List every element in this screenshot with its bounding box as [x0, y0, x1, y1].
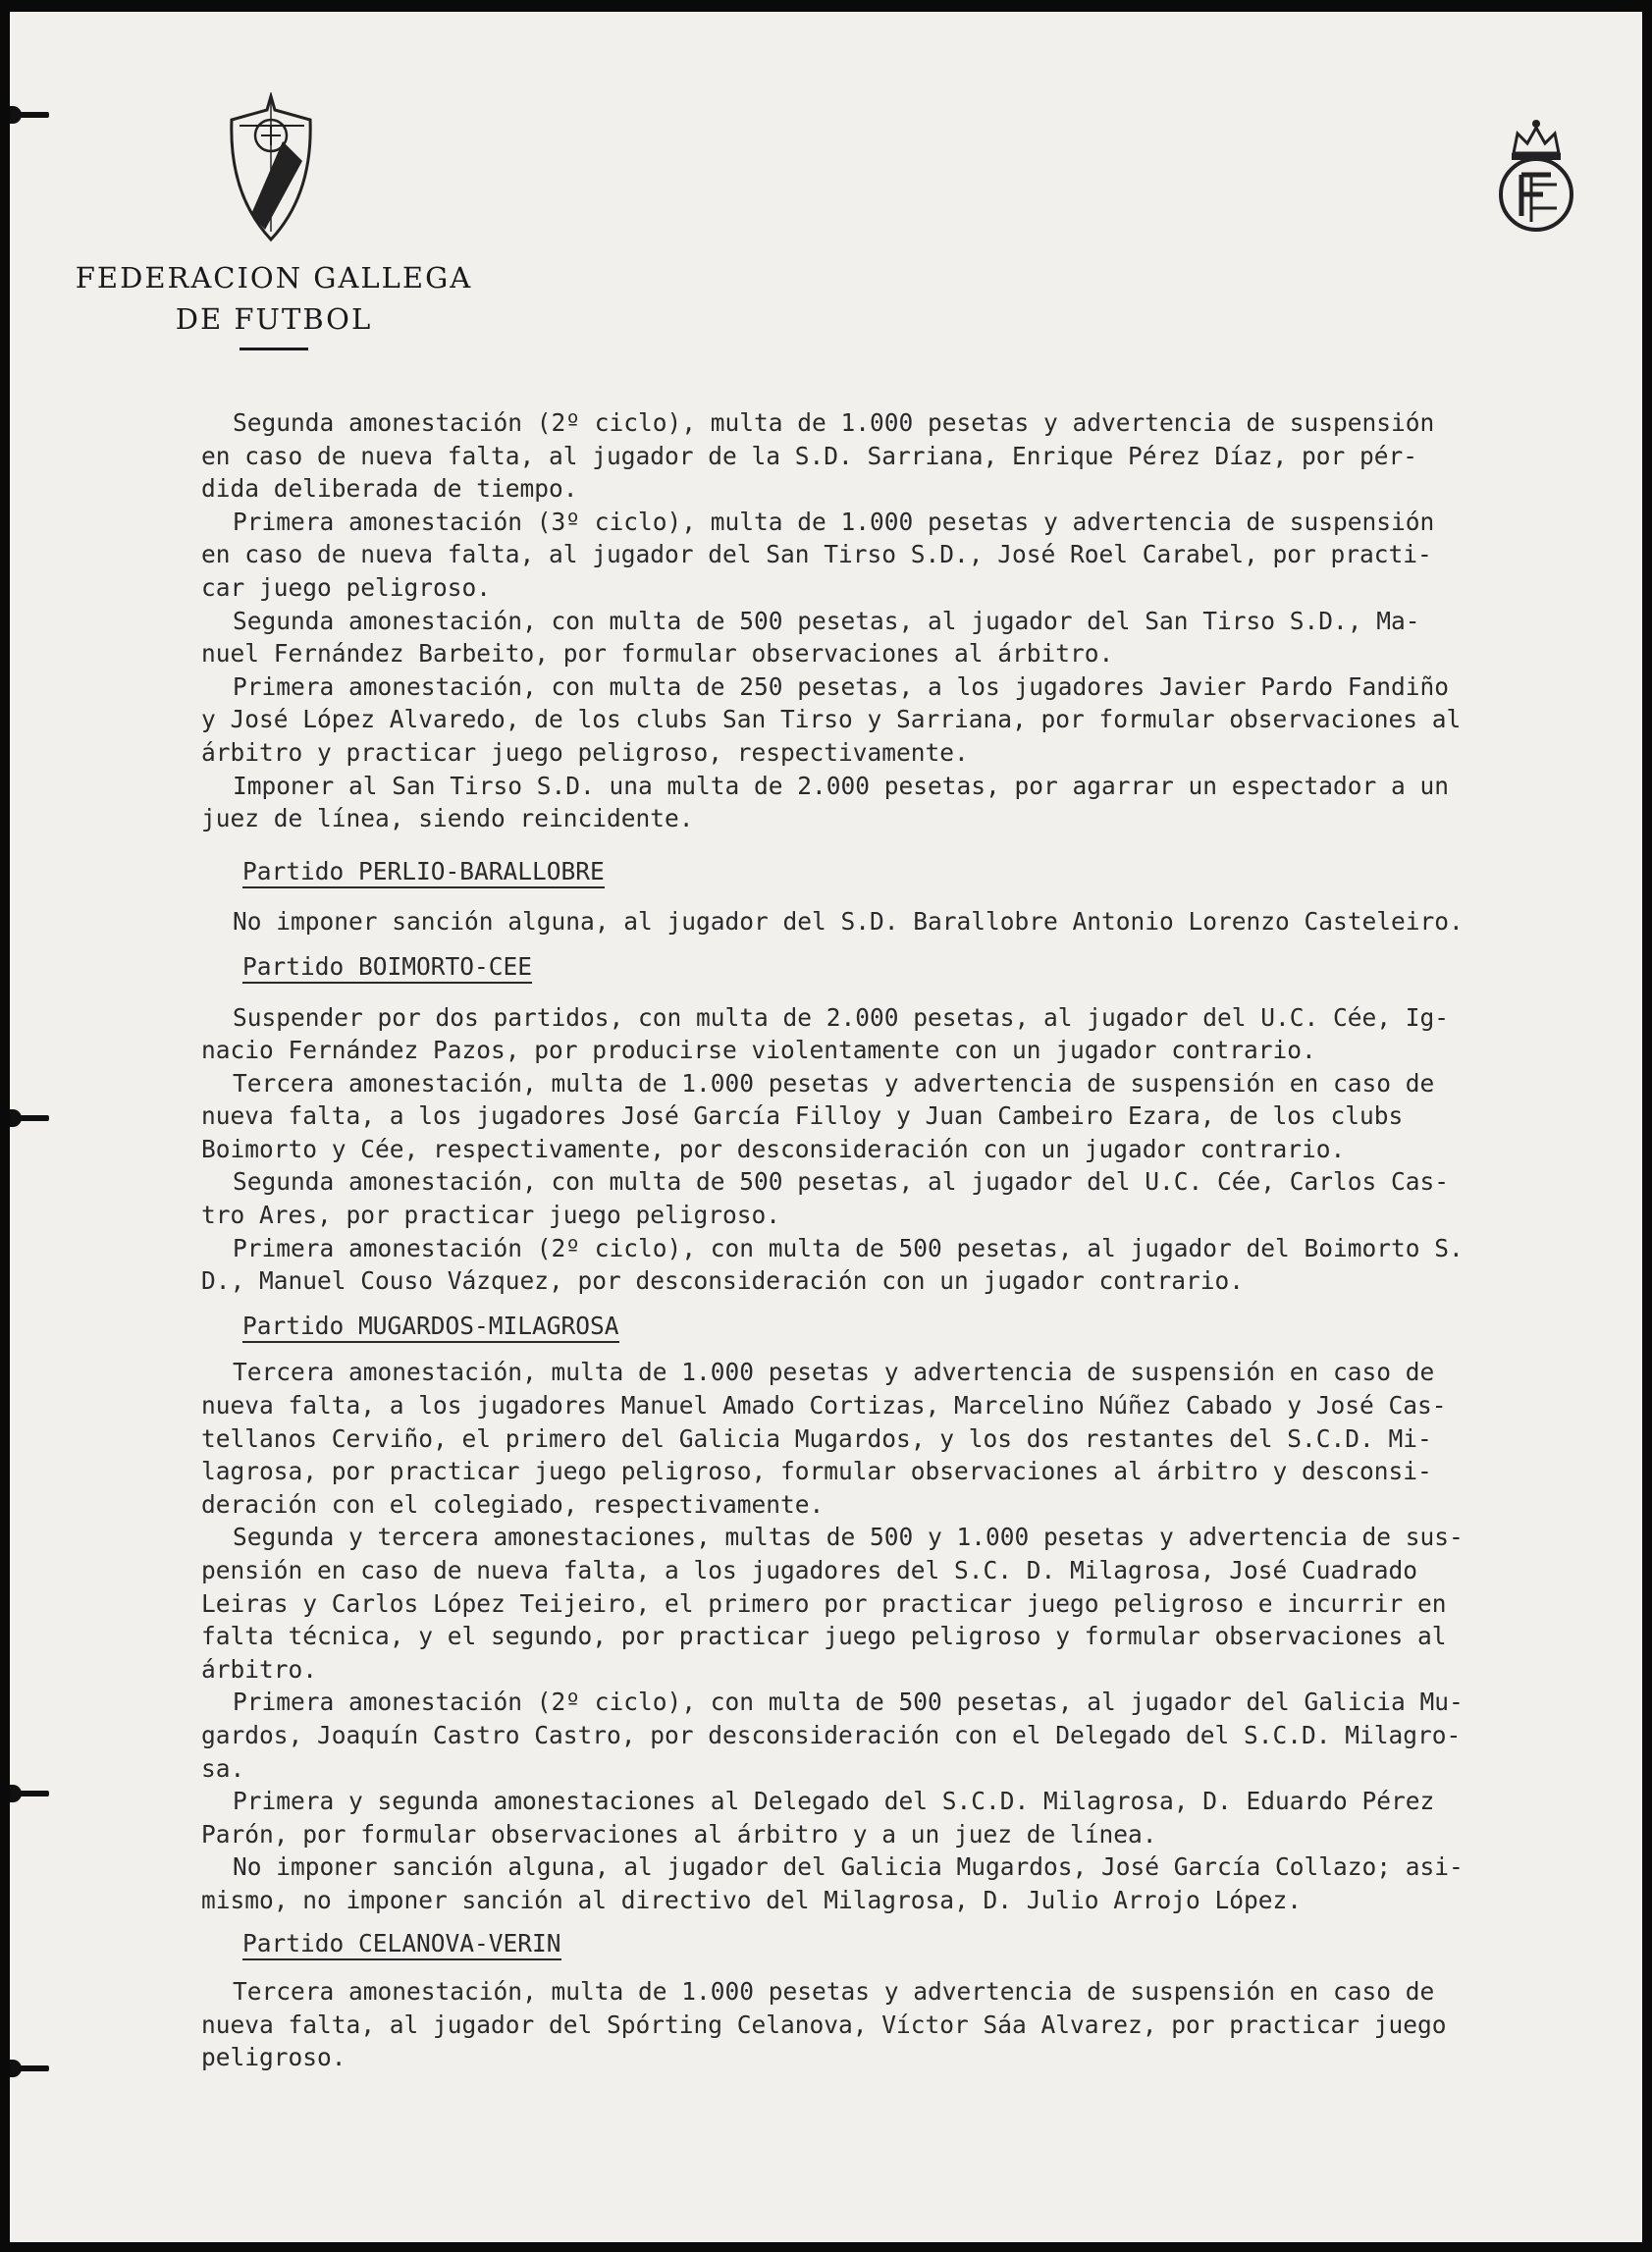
section-general	[201, 406, 1639, 835]
body-line: deración con el colegiado, respectivamente.	[201, 1489, 825, 1519]
section-heading	[201, 1310, 1639, 1343]
body-line: árbitro.	[201, 1654, 318, 1684]
binder-hole-mark	[10, 1109, 47, 1125]
body-line: Primera amonestación (3º ciclo), multa de 1.000 pesetas y advertencia de suspensión	[233, 507, 1435, 536]
body-line: sa.	[201, 1753, 245, 1783]
body-line: car juego peligroso.	[201, 572, 492, 602]
body-line: Primera amonestación (2º ciclo), con multa de 500 pesetas, al jugador del Boimorto S.	[233, 1233, 1464, 1262]
body-line: Primera amonestación, con multa de 250 pesetas, a los jugadores Javier Pardo Fandiño	[233, 671, 1450, 701]
body-line: Leiras y Carlos López Teijeiro, el primero por practicar juego peligroso e incurrir en	[201, 1588, 1447, 1618]
body-line: nuel Fernández Barbeito, por formular observaciones al árbitro.	[201, 639, 1114, 669]
section-heading	[201, 950, 1639, 984]
letterhead-line-1: FEDERACION GALLEGA	[75, 261, 473, 295]
body-line: Primera amonestación (2º ciclo), con multa de 500 pesetas, al jugador del Galicia Mu-	[233, 1688, 1464, 1717]
body-line: Suspender por dos partidos, con multa de 2.000 pesetas, al jugador del U.C. Cée, Ig-	[233, 1002, 1450, 1032]
section-heading-text: Partido MUGARDOS-MILAGROSA	[242, 1312, 619, 1343]
body-line: mismo, no imponer sanción al directivo del Milagrosa, D. Julio Arrojo López.	[201, 1885, 1303, 1914]
body-line: nacio Fernández Pazos, por producirse violentamente con un jugador contrario.	[201, 1036, 1316, 1065]
body-line: dida deliberada de tiempo.	[201, 474, 578, 504]
body-line: D., Manuel Couso Vázquez, por desconsideración con un jugador contrario.	[201, 1266, 1245, 1296]
body-line: pensión en caso de nueva falta, a los jugadores del S.C. D. Milagrosa, José Cuadrado	[201, 1556, 1418, 1584]
body-line: Primera y segunda amonestaciones al Delegado del S.C.D. Milagrosa, D. Eduardo Pérez	[233, 1787, 1435, 1816]
body-line: Boimorto y Cée, respectivamente, por desconsideración con un jugador contrario.	[201, 1134, 1346, 1163]
letterhead-line-2: DE FUTBOL	[175, 302, 373, 336]
federacion-gallega-shield-icon	[222, 92, 320, 249]
body-line: juez de línea, siendo reincidente.	[201, 804, 694, 833]
body-line: nueva falta, a los jugadores Manuel Amado Cortizas, Marcelino Núñez Cabado y José Cas-	[201, 1391, 1447, 1421]
body-line: nueva falta, al jugador del Spórting Celanova, Víctor Sáa Alvarez, por practicar juego	[201, 2010, 1447, 2039]
section-heading-text: Partido CELANOVA-VERIN	[242, 1929, 561, 1960]
body-line: Parón, por formular observaciones al árbitro y a un juez de línea.	[201, 1819, 1157, 1849]
body-line: lagrosa, por practicar juego peligroso, formular observaciones al árbitro y desconsi-	[201, 1457, 1432, 1486]
body-line: nueva falta, a los jugadores José García Filloy y Juan Cambeiro Ezara, de los clubs	[201, 1101, 1404, 1131]
body-line: peligroso.	[201, 2043, 346, 2072]
body-line: en caso de nueva falta, al jugador del San Tirso S.D., José Roel Carabel, por practi-	[201, 540, 1432, 569]
body-line: Segunda y tercera amonestaciones, multas de 500 y 1.000 pesetas y advertencia de sus-	[233, 1523, 1464, 1552]
document-page	[10, 12, 1642, 2242]
letterhead-organization-name	[73, 257, 475, 350]
body-line: Tercera amonestación, multa de 1.000 pesetas y advertencia de suspensión en caso de	[233, 1358, 1435, 1387]
body-line: gardos, Joaquín Castro Castro, por desconsideración con el Delegado del S.C.D. Milagro-	[201, 1720, 1462, 1749]
binder-hole-mark	[10, 2060, 47, 2075]
body-line: tellanos Cerviño, el primero del Galicia Mugardos, y los dos restantes del S.C.D. Mi-	[201, 1423, 1432, 1453]
document-body	[201, 406, 1639, 2074]
body-line: falta técnica, y el segundo, por practicar juego peligroso y formular observaciones al	[201, 1622, 1447, 1651]
section-heading	[201, 1927, 1639, 1960]
body-line: Segunda amonestación, con multa de 500 pesetas, al jugador del U.C. Cée, Carlos Cas-	[233, 1167, 1450, 1197]
section-heading-text: Partido PERLIO-BARALLOBRE	[242, 857, 605, 888]
section-heading	[201, 855, 1639, 888]
body-line: en caso de nueva falta, al jugador de la S.D. Sarriana, Enrique Pérez Díaz, por pér-	[201, 441, 1418, 470]
binder-hole-mark	[10, 1785, 47, 1800]
federacion-espanola-crown-emblem-icon	[1492, 114, 1580, 234]
body-line: Segunda amonestación (2º ciclo), multa de 1.000 pesetas y advertencia de suspensión	[233, 408, 1435, 437]
body-line: tro Ares, por practicar juego peligroso.	[201, 1201, 781, 1230]
body-line: Imponer al San Tirso S.D. una multa de 2.000 pesetas, por agarrar un espectador a un	[233, 771, 1450, 800]
body-line: No imponer sanción alguna, al jugador del S.D. Barallobre Antonio Lorenzo Casteleiro.	[233, 907, 1464, 937]
body-line: árbitro y practicar juego peligroso, respectivamente.	[201, 737, 969, 767]
body-line: y José López Alvaredo, de los clubs San Tirso y Sarriana, por formular observaciones al	[201, 705, 1462, 734]
binder-hole-mark	[10, 106, 47, 122]
letterhead-rule	[240, 348, 308, 350]
section-heading-text: Partido BOIMORTO-CEE	[242, 952, 532, 984]
body-line: Tercera amonestación, multa de 1.000 pesetas y advertencia de suspensión en caso de	[233, 1977, 1435, 2007]
body-line: Tercera amonestación, multa de 1.000 pesetas y advertencia de suspensión en caso de	[233, 1068, 1435, 1098]
body-line: No imponer sanción alguna, al jugador del Galicia Mugardos, José García Collazo; asi-	[233, 1852, 1464, 1882]
body-line: Segunda amonestación, con multa de 500 pesetas, al jugador del San Tirso S.D., Ma-	[233, 606, 1420, 635]
